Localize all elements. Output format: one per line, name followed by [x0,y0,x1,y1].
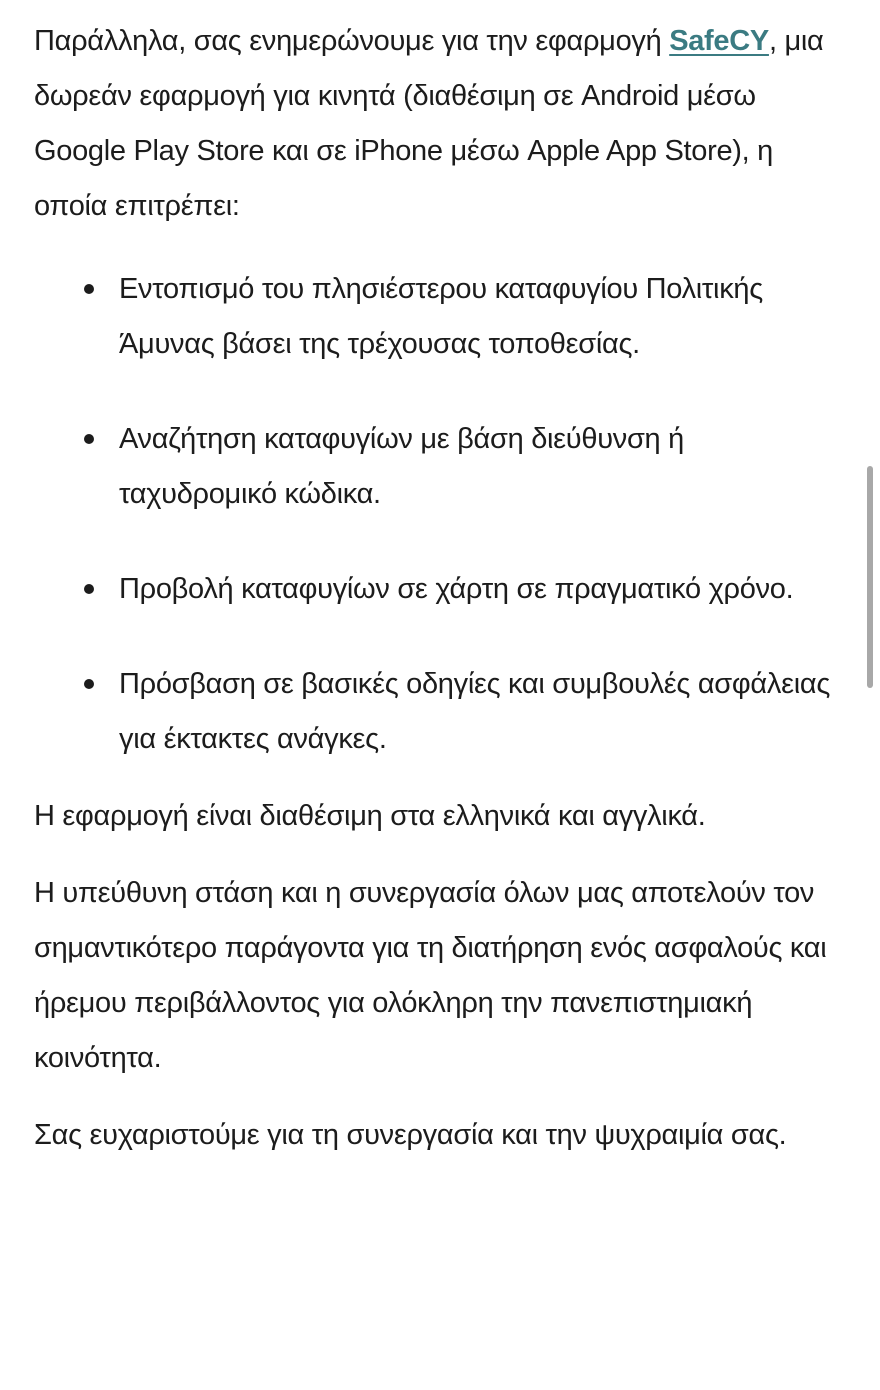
feature-item [34,657,834,767]
vertical-scrollbar[interactable] [867,466,873,688]
feature-text: Εντοπισμό του πλησιέστερου καταφυγίου Πολιτικής Άμυνας βάσει της τρέχουσας τοποθεσίας. [119,273,763,360]
languages-paragraph: Η εφαρμογή είναι διαθέσιμη στα ελληνικά και αγγλικά. [34,800,706,832]
feature-text: Πρόσβαση σε βασικές οδηγίες και συμβουλές ασφάλειας για έκτακτες ανάγκες. [119,668,830,755]
bullet-icon [84,679,94,689]
bullet-icon [84,584,94,594]
feature-text: Προβολή καταφυγίων σε χάρτη σε πραγματικό χρόνο. [119,573,794,605]
intro-text-after-link: , μια δωρεάν εφαρμογή για κινητά (διαθέσιμη σε Android μέσω Google Play Store και σε iPhone μέσω Apple App Store), η οποία επιτρέπει: [34,25,824,222]
intro-paragraph [34,14,834,234]
safecy-link[interactable]: SafeCY [669,25,769,57]
feature-item [34,262,834,372]
bullet-icon [84,434,94,444]
bullet-icon [84,284,94,294]
message-body [34,14,834,1185]
feature-list [34,262,834,767]
intro-text-before-link: Παράλληλα, σας ενημερώνουμε για την εφαρμογή [34,25,670,57]
feature-item [34,412,834,522]
feature-text: Αναζήτηση καταφυγίων με βάση διεύθυνση ή ταχυδρομικό κώδικα. [119,423,684,510]
feature-item [34,562,834,617]
closing-paragraph: Σας ευχαριστούμε για τη συνεργασία και την ψυχραιμία σας. [34,1119,787,1151]
responsibility-paragraph: Η υπεύθυνη στάση και η συνεργασία όλων μας αποτελούν τον σημαντικότερο παράγοντα για τη διατήρηση ενός ασφαλούς και ήρεμου περιβάλλοντος για ολόκληρη την πανεπιστημιακή κοινότητα. [34,877,827,1074]
